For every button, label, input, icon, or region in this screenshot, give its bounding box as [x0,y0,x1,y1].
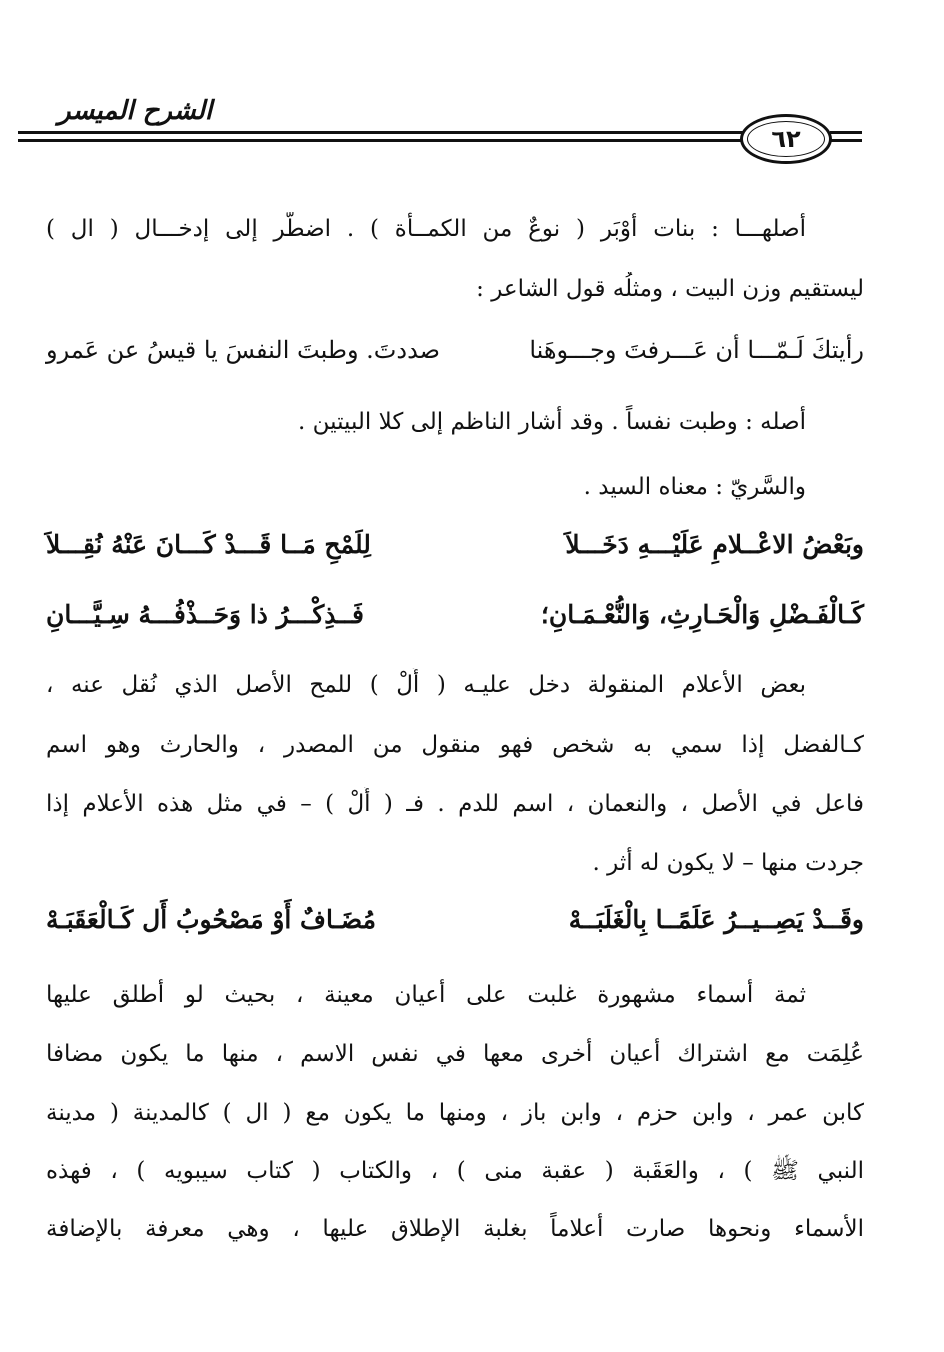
text-line: الأسماء ونحوها صارت أعلاماً بغلبة الإطلاق عليها ، وهي معرفة بالإضافة [46,1216,864,1242]
verse-second-hemistich: صددتَ. وطبتَ النفسَ يا قيسُ عن عَمرو [46,336,441,364]
header-rule-upper [18,131,743,134]
text-line: جردت منها – لا يكون له أثر . [592,850,864,876]
text-line: كـالفضل إذا سمي به شخص فهو منقول من المصدر ، والحارث وهو اسم [46,732,864,758]
verse-second-hemistich: لِلَمْحِ مَــا قَـــدْ كَـــانَ عَنْهُ نُقِـــلاَ [46,530,371,559]
running-title: الشرح الميسر [58,96,213,126]
text-line: والسَّريّ : معناه السيد . [583,474,806,500]
verse-line [46,330,864,370]
text-line: بعض الأعلام المنقولة دخل عليـه ( أَلْ ) للمح الأصل الذي نُقل عنه ، [46,672,806,698]
text-line: عُلِمَت مع اشتراك أعيان أخرى معها في نفس الاسم ، منها ما يكون مضافا [46,1041,864,1067]
alfiyya-verse [46,525,864,565]
page-number: ٦٢ [771,125,801,153]
verse-first-hemistich: كَـالْفَـضْلِ وَالْحَـارِثِ، وَالنُّعْـمَـانِ؛ [540,600,864,629]
page-number-frame [740,114,832,164]
alfiyya-verse [46,900,864,940]
text-line: فاعل في الأصل ، والنعمان ، اسم للدم . فـ ( أَلْ ) – في مثل هذه الأعلام إذا [46,791,864,817]
verse-second-hemistich: مُضَـافٌ أَوْ مَصْحُوبُ أَل كَـالْعَقَبَـهْ [46,905,376,934]
alfiyya-verse [46,595,864,635]
text-line: كابن عمر ، وابن حزم ، وابن باز ، ومنها ما يكون مع ( ال ) كالمدينة ( مدينة [46,1100,864,1126]
header-rule-right-upper [830,131,862,134]
header-rule-right-lower [830,139,862,142]
text-line: ثمة أسماء مشهورة غلبت على أعيان معينة ، بحيث لو أطلق عليها [46,982,806,1008]
verse-first-hemistich: وبَعْضُ الاعْــلامِ عَلَيْـــهِ دَخَـــلاَ [565,530,864,559]
verse-first-hemistich: رأيتكَ لَـمّـــا أن عَـــرفتَ وجـــوهَنا [529,336,864,364]
header-rule-lower [18,139,743,142]
text-line: أصلهـــا : بنات أوْبَر ( نوعٌ من الكمــأة ) . اضطُّر إلى إدخـــال ( ال ) [46,216,806,242]
text-line: أصله : وطبت نفساً . وقد أشار الناظم إلى كلا البيتين . [298,409,806,435]
verse-first-hemistich: وقَــدْ يَصِــيــرُ عَلَمًــا بِالْغَلَبَــهْ [568,905,864,934]
verse-second-hemistich: فَــذِكْـــرُ ذا وَحَــذْفُـــهُ سِـيَّـــانِ [46,600,364,629]
text-line: ليستقيم وزن البيت ، ومثلُه قول الشاعر : [476,276,864,302]
text-line: النبي ﷺ ) ، والعَقَبة ( عقبة منى ) ، والكتاب ( كتاب سيبويه ) ، فهذه [46,1158,864,1184]
